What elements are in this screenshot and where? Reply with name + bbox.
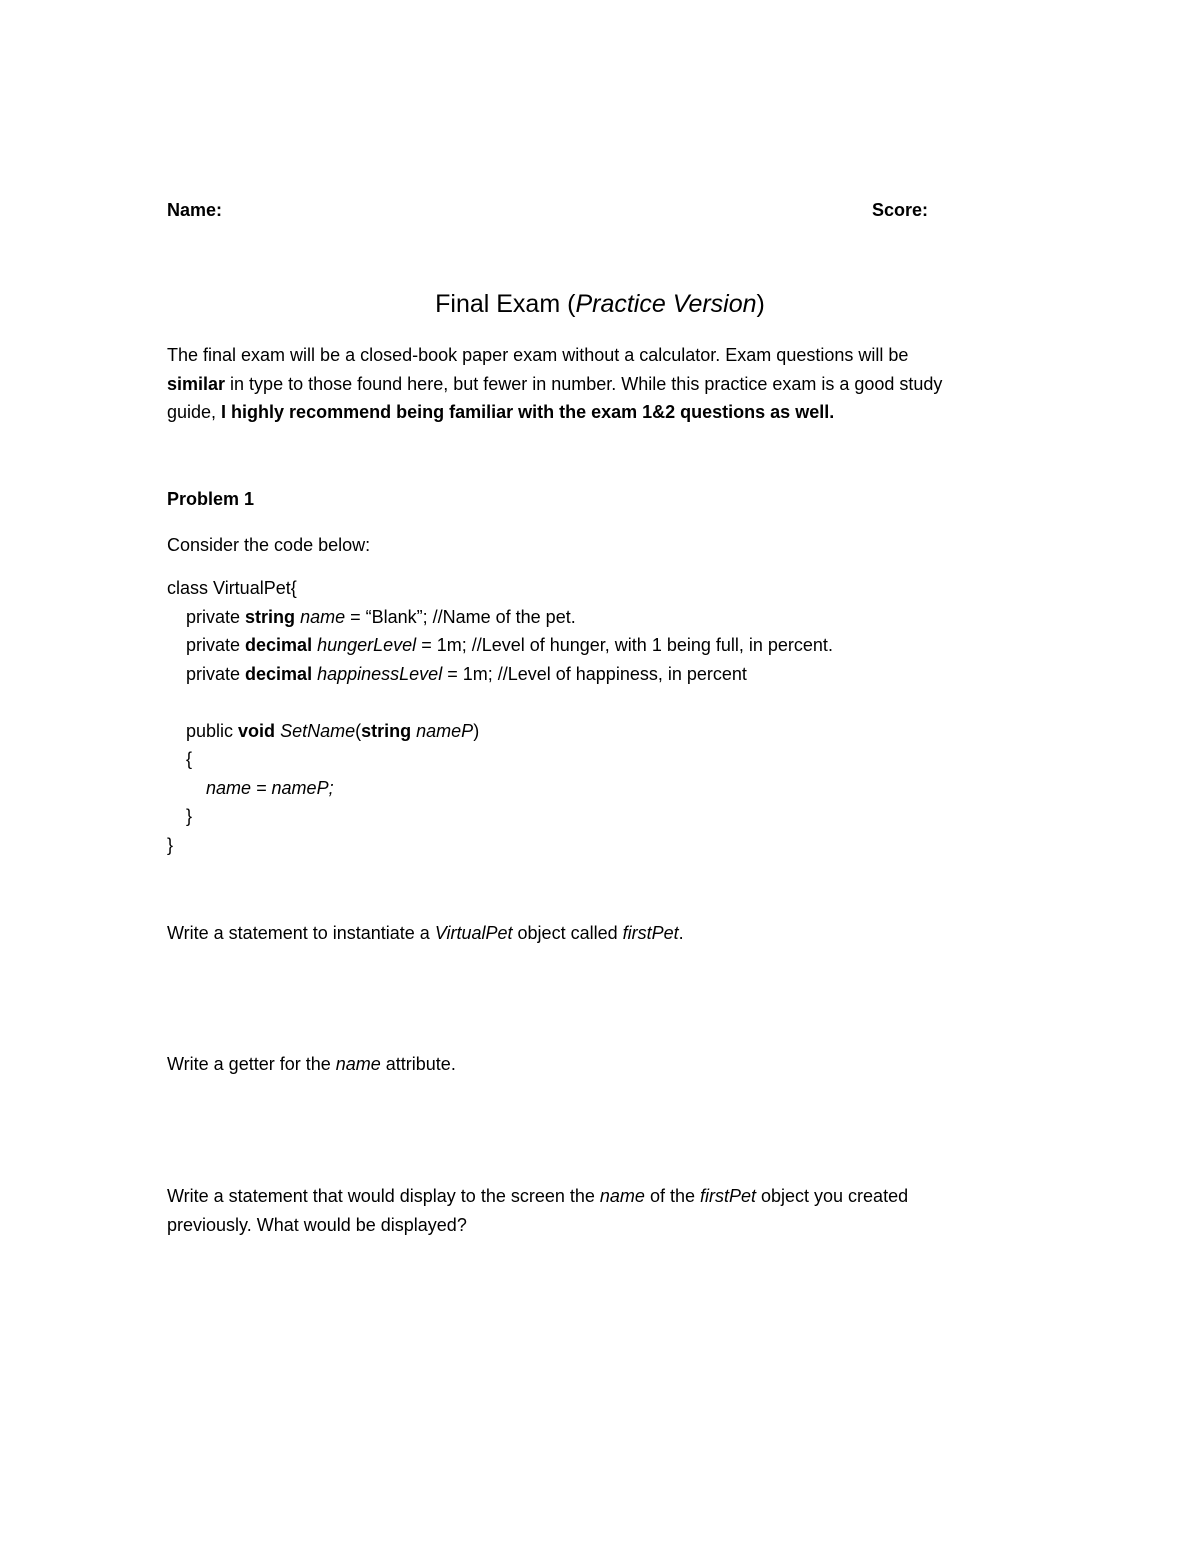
question-3 (167, 1182, 1047, 1239)
problem-prompt: Consider the code below: (167, 535, 371, 555)
code-token: private (186, 635, 246, 655)
code-open-brace: { (186, 749, 193, 769)
code-var: hungerLevel (317, 635, 417, 655)
code-rest: = “Blank”; //Name of the pet. (345, 606, 576, 627)
code-field-name (167, 603, 833, 632)
question-2 (167, 1050, 456, 1078)
intro-line-2 (167, 370, 1047, 399)
intro-recommendation: I highly recommend being familiar with the exam 1&2 questions as well. (221, 402, 835, 422)
q3-attribute: name (599, 1186, 645, 1206)
q2-text: Write a getter for the (167, 1054, 336, 1074)
code-type: decimal (245, 635, 313, 655)
problem-heading: Problem 1 (167, 489, 255, 509)
code-field-happiness (167, 660, 833, 689)
code-rest: = 1m; //Level of happiness, in percent (442, 663, 747, 684)
code-var: name (300, 606, 346, 627)
intro-line-1: The final exam will be a closed-book paper exam without a calculator. Exam questions will be (167, 345, 909, 365)
q3-object: firstPet (699, 1186, 756, 1206)
code-close-brace-outer: } (167, 834, 174, 855)
code-field-hunger (167, 631, 833, 660)
code-var: happinessLevel (317, 663, 443, 684)
title-main: Final Exam ( (435, 290, 576, 318)
q2-attribute: name (335, 1054, 381, 1074)
q2-text: attribute. (380, 1054, 456, 1074)
code-close-brace-inner: } (186, 806, 193, 826)
code-block (167, 574, 833, 859)
q3-line-1 (167, 1182, 1047, 1211)
code-paren: ) (473, 720, 480, 741)
q3-line-2: previously. What would be displayed? (167, 1214, 467, 1235)
intro-line-3 (167, 398, 1047, 427)
q3-text: of the (644, 1186, 700, 1206)
code-type: string (361, 720, 412, 741)
intro-line-2-rest: in type to those found here, but fewer in number. While this practice exam is a good study (225, 373, 943, 394)
q1-object: firstPet (622, 923, 679, 943)
q1-text: . (678, 923, 684, 943)
code-token: private (186, 663, 246, 684)
q3-text: object you created (756, 1186, 909, 1206)
name-label: Name: (167, 200, 223, 220)
q1-text: Write a statement to instantiate a (167, 923, 435, 943)
intro-paragraph (167, 341, 1047, 427)
intro-guide: guide, (167, 402, 222, 422)
code-rest: = 1m; //Level of hunger, with 1 being full, in percent. (416, 635, 833, 655)
q3-text: Write a statement that would display to the screen the (167, 1186, 600, 1206)
code-method-body: name = nameP; (206, 777, 334, 798)
page-title (0, 286, 1200, 322)
code-class-line: class VirtualPet{ (167, 578, 297, 598)
code-token: private (186, 606, 246, 627)
question-1 (167, 919, 684, 947)
code-keyword: void (238, 720, 276, 741)
code-param: nameP (416, 720, 474, 741)
q1-class: VirtualPet (434, 923, 513, 943)
code-blank-line (167, 688, 833, 717)
code-token: public (186, 720, 239, 741)
title-italic: Practice Version (575, 290, 757, 318)
q1-text: object called (512, 923, 623, 943)
score-label: Score: (872, 200, 929, 220)
code-paren: ( (355, 720, 362, 741)
code-type: string (245, 606, 296, 627)
intro-similar: similar (167, 373, 226, 394)
title-close: ) (756, 290, 765, 318)
code-method-name: SetName (280, 720, 356, 741)
code-type: decimal (245, 663, 313, 684)
code-method-signature (167, 717, 833, 746)
